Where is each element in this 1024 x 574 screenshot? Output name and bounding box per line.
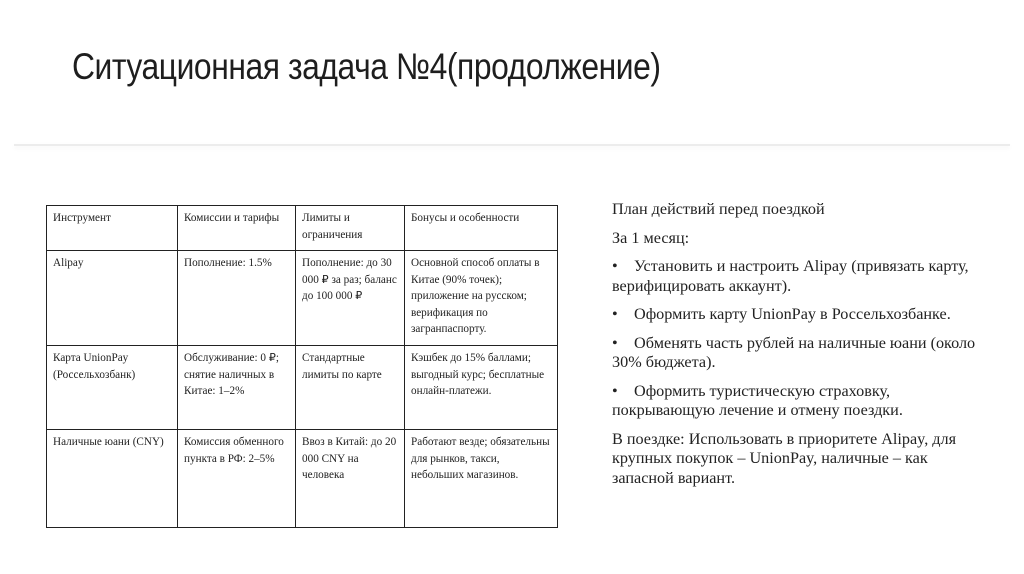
bullet-text: Оформить туристическую страховку, покрывающую лечение и отмену поездки. — [612, 381, 903, 419]
payment-comparison-table — [46, 205, 558, 528]
header-cell-fees: Комиссии и тарифы — [178, 206, 296, 251]
plan-bullet-item — [612, 257, 982, 296]
bullet-text: Обменять часть рублей на наличные юани (около 30% бюджета). — [612, 333, 976, 371]
bullet-icon: • — [612, 381, 618, 400]
plan-bullet-item — [612, 305, 982, 325]
slide-title: Ситуационная задача №4(продолжение) — [72, 46, 661, 87]
table-row — [47, 430, 558, 528]
cell-limits: Пополнение: до 30 000 ₽ за раз; баланс до 100 000 ₽ — [296, 251, 405, 346]
bullet-text: Оформить карту UnionPay в Россельхозбанке. — [634, 305, 951, 323]
header-cell-instrument: Инструмент — [47, 206, 178, 251]
plan-heading: План действий перед поездкой — [612, 200, 825, 218]
header-cell-features: Бонусы и особенности — [405, 206, 558, 251]
cell-features: Кэшбек до 15% баллами; выгодный курс; бесплатные онлайн-платежи. — [405, 346, 558, 430]
cell-features: Основной способ оплаты в Китае (90% точек); приложение на русском; верификация по загранпаспорту. — [405, 251, 558, 346]
bullet-text: Установить и настроить Alipay (привязать карту, верифицировать аккаунт). — [612, 257, 969, 295]
bullet-icon: • — [612, 257, 618, 275]
cell-fees: Комиссия обменного пункта в РФ: 2–5% — [178, 430, 296, 528]
plan-conclusion: В поездке: Использовать в приоритете Alipay, для крупных покупок – UnionPay, наличные – как запасной вариант. — [612, 429, 957, 487]
plan-subheading: За 1 месяц: — [612, 228, 690, 247]
table-row — [47, 251, 558, 346]
plan-bullet-item — [612, 382, 982, 421]
title-divider — [14, 144, 1010, 146]
cell-instrument: Alipay — [47, 251, 178, 346]
cell-limits: Ввоз в Китай: до 20 000 CNY на человека — [296, 430, 405, 528]
cell-fees: Пополнение: 1.5% — [178, 251, 296, 346]
cell-fees: Обслуживание: 0 ₽; снятие наличных в Китае: 1–2% — [178, 346, 296, 430]
table-header-row — [47, 206, 558, 251]
cell-instrument: Карта UnionPay (Россельхозбанк) — [47, 346, 178, 430]
cell-features: Работают везде; обязательны для рынков, такси, небольших магазинов. — [405, 430, 558, 528]
cell-limits: Стандартные лимиты по карте — [296, 346, 405, 430]
bullet-icon: • — [612, 333, 618, 352]
table-row — [47, 346, 558, 430]
cell-instrument: Наличные юани (CNY) — [47, 430, 178, 528]
plan-bullet-item — [612, 334, 982, 373]
bullet-icon: • — [612, 305, 618, 323]
action-plan — [612, 200, 982, 497]
header-cell-limits: Лимиты и ограничения — [296, 206, 405, 251]
